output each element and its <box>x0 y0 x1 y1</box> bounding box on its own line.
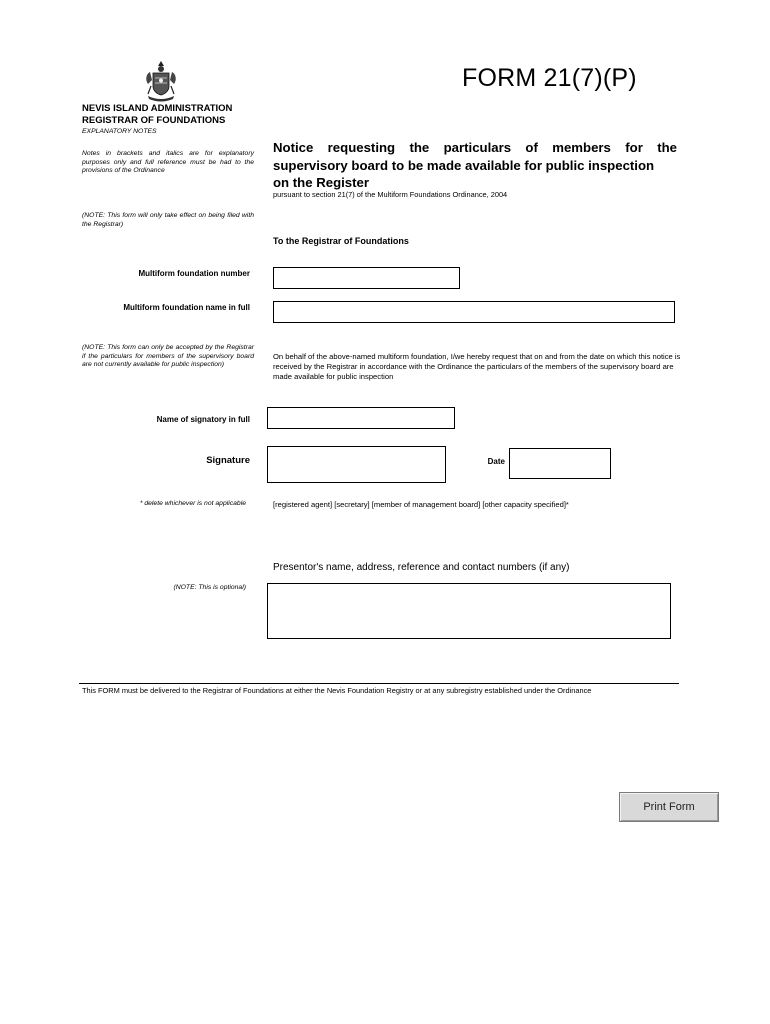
form-title <box>273 139 677 192</box>
authority-name: NEVIS ISLAND ADMINISTRATION <box>82 103 233 114</box>
title-line-2: supervisory board to be made available for public inspection <box>273 157 655 173</box>
capacity-options: [registered agent] [secretary] [member of management board] [other capacity specified]* <box>273 500 569 509</box>
foundation-name-field[interactable] <box>273 301 675 323</box>
delete-note: * delete whichever is not applicable <box>139 500 246 507</box>
coat-of-arms-icon <box>144 60 178 102</box>
foundation-number-field[interactable] <box>273 267 460 289</box>
delivery-instruction: This FORM must be delivered to the Registrar of Foundations at either the Nevis Foundation Registry or at any subregistry established under the Ordinance <box>82 686 592 695</box>
print-form-button[interactable]: Print Form <box>619 792 719 822</box>
signatory-label: Name of signatory in full <box>156 415 250 424</box>
acceptance-note: (NOTE: This form can only be accepted by the Registrar if the particulars for members of the supervisory board are not currently available for public inspection) <box>82 344 254 369</box>
optional-note: (NOTE: This is optional) <box>173 584 246 591</box>
presentor-label: Presentor's name, address, reference and contact numbers (if any) <box>273 562 570 573</box>
foundation-number-label: Multiform foundation number <box>138 269 250 278</box>
pursuant-text: pursuant to section 21(7) of the Multiform Foundations Ordinance, 2004 <box>273 190 508 199</box>
form-number: FORM 21(7)(P) <box>462 64 637 92</box>
signature-field[interactable] <box>267 446 446 483</box>
date-field[interactable] <box>509 448 611 479</box>
signature-label: Signature <box>206 455 250 466</box>
title-line-3: on the Register <box>273 175 369 190</box>
foundation-name-label: Multiform foundation name in full <box>123 303 250 312</box>
title-line-1: Notice requesting the particulars of members for the <box>273 140 677 155</box>
addressee: To the Registrar of Foundations <box>273 236 409 246</box>
registrar-name: REGISTRAR OF FOUNDATIONS <box>82 115 226 126</box>
signatory-field[interactable] <box>267 407 455 429</box>
presentor-field[interactable] <box>267 583 671 639</box>
effect-note: (NOTE: This form will only take effect on being filed with the Registrar) <box>82 212 254 228</box>
date-label: Date <box>487 457 505 466</box>
explanatory-note: Notes in brackets and italics are for explanatory purposes only and full reference must be had to the provisions of the Ordinance <box>82 150 254 175</box>
footer-divider <box>79 683 679 684</box>
explanatory-notes-label: EXPLANATORY NOTES <box>82 128 157 135</box>
request-statement: On behalf of the above-named multiform foundation, I/we hereby request that on and from the date on which this notice is received by the Registrar in accordance with the Ordinance the particulars of the members of the supervisory board are made available for public inspection <box>273 352 681 381</box>
